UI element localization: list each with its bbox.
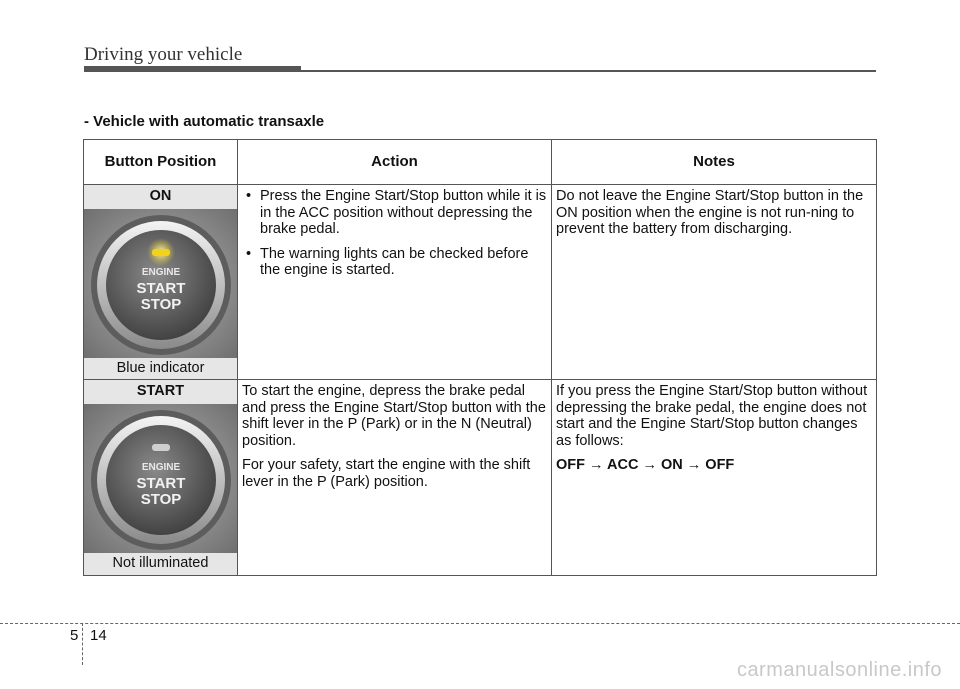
indicator-light-icon (152, 444, 170, 451)
page-header-title: Driving your vehicle (84, 44, 243, 65)
notes-text: Do not leave the Engine Start/Stop button in the ON position when the engine is not run-ning to prevent the battery from discharging. (556, 188, 864, 237)
button-text-engine: ENGINE (141, 267, 181, 278)
list-item: • Press the Engine Start/Stop button while it is in the ACC position without depressing the brake pedal. (242, 188, 547, 238)
indicator-light-icon (152, 249, 170, 256)
button-text-start: START (136, 475, 186, 492)
position-caption: Blue indicator (84, 358, 237, 379)
engine-start-stop-button-image (84, 404, 237, 553)
column-header-position: Button Position (84, 140, 238, 185)
position-cell-on (84, 185, 238, 380)
header-rule (84, 70, 876, 72)
table-row (84, 380, 877, 576)
watermark: carmanualsonline.info (736, 659, 942, 681)
action-cell (238, 185, 552, 380)
button-position-table (83, 139, 877, 576)
section-title: - Vehicle with automatic transaxle (84, 113, 325, 130)
notes-cell (552, 185, 877, 380)
position-label: ON (149, 188, 172, 204)
button-text-engine: ENGINE (141, 462, 181, 473)
engine-start-stop-button-image (84, 209, 237, 358)
table-header-row (84, 140, 877, 185)
notes-cell (552, 380, 877, 576)
position-label: START (136, 383, 185, 399)
position-cell-start (84, 380, 238, 576)
column-header-action: Action (238, 140, 552, 185)
column-header-notes: Notes (552, 140, 877, 185)
action-paragraph: To start the engine, depress the brake pedal and press the Engine Start/Stop button with the shift lever in the P (Park) or in the N (Neutral) position. (242, 383, 546, 449)
button-text-start: START (136, 280, 186, 297)
action-paragraph: For your safety, start the engine with the shift lever in the P (Park) position. (242, 457, 531, 490)
footer-divider (82, 623, 83, 665)
position-caption: Not illuminated (84, 553, 237, 574)
page-number: 14 (90, 627, 107, 644)
footer-rule (0, 623, 960, 624)
chapter-number: 5 (70, 627, 79, 644)
button-text-stop: STOP (140, 296, 182, 313)
table-row (84, 185, 877, 380)
state-sequence: OFF → ACC → ON → OFF (556, 457, 735, 473)
button-text-stop: STOP (140, 491, 182, 508)
action-cell (238, 380, 552, 576)
notes-text: If you press the Engine Start/Stop button without depressing the brake pedal, the engine does not start and the Engine Start/Stop button changes as follows: (556, 383, 868, 449)
list-item: • The warning lights can be checked before the engine is started. (242, 246, 547, 279)
